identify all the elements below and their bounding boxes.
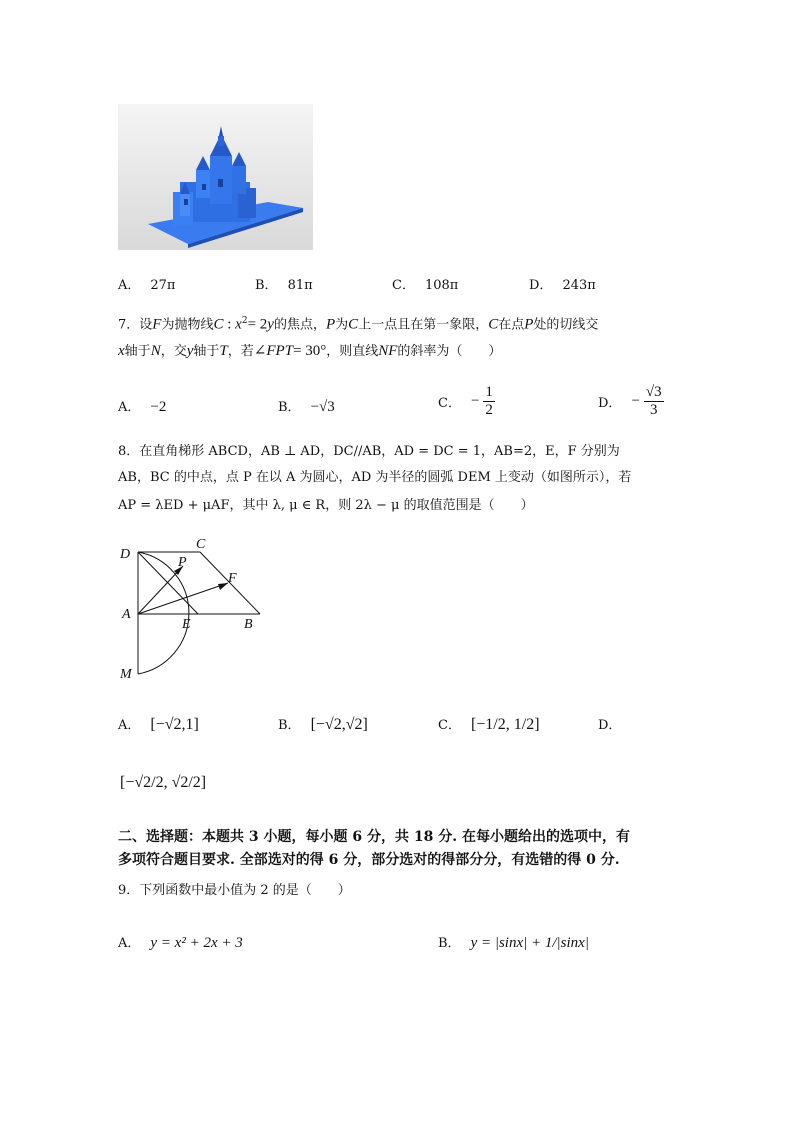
q7-option-b[interactable]: B． −√3 [278, 399, 335, 415]
q7-stem-line1: 7．设F为抛物线C : $x^2= 2y$的焦点，P为C上一点且在第一象限，C在点P处的切线交 [118, 316, 599, 333]
q6-option-a[interactable] [118, 274, 175, 293]
option-letter: C． [392, 278, 415, 293]
option-value: 81π [287, 278, 313, 293]
label-p: P [178, 555, 187, 570]
q8-stem-line1: 8．在直角梯形 ABCD，AB ⊥ AD，DC//AB，AD = DC = 1，AB=2，E，F 分别为 [118, 444, 620, 459]
fraction: $\frac{1}{2}$ [485, 384, 493, 418]
q8-option-d-letter[interactable]: D． [598, 718, 622, 733]
castle-figure [118, 104, 313, 250]
label-m: M [120, 667, 132, 682]
q7-stem-line2: x轴于N，交y轴于T，若∠FPT= 30°，则直线NF的斜率为（ ） [118, 343, 502, 359]
q7-option-c[interactable]: C． − $\frac{1}{2}$ [438, 384, 493, 418]
trapezoid-figure [114, 534, 284, 688]
q6-option-b[interactable] [255, 274, 313, 293]
q9-option-b[interactable]: B． y = |sinx| + 1/|sinx| [438, 935, 589, 951]
q7-option-a[interactable]: A． −2 [118, 399, 167, 415]
fraction: $\frac{√3}{3}$ [645, 384, 662, 418]
q6-option-c[interactable] [392, 274, 458, 293]
label-a: A [122, 607, 131, 622]
label-e: E [182, 617, 191, 632]
option-value: 243π [562, 278, 596, 293]
label-c: C [196, 537, 206, 552]
q8-option-c[interactable]: C． [−1/2, 1/2] [438, 716, 540, 733]
option-letter: D． [529, 278, 553, 293]
q8-option-b[interactable]: B． [−√2,√2] [278, 716, 368, 733]
q8-stem-line2: AB，BC 的中点，点 P 在以 A 为圆心，AD 为半径的圆弧 DEM 上变动（如图所示），若 [118, 470, 632, 485]
q8-stem-line3: AP = λED + μAF，其中 λ, μ ∈ R，则 2λ − μ 的取值范围是（ ） [118, 498, 534, 513]
q9-option-a[interactable]: A． y = x² + 2x + 3 [118, 935, 243, 951]
q6-option-d[interactable] [529, 274, 596, 293]
castle-illustration [118, 104, 313, 250]
q8-option-a[interactable]: A． [−√2,1] [118, 716, 199, 733]
q8-option-d-value[interactable]: [−√2/2, √2/2] [120, 774, 207, 791]
option-letter: A． [118, 278, 141, 293]
label-b: B [244, 617, 253, 632]
section2-heading-line1: 二、选择题：本题共 3 小题，每小题 6 分，共 18 分. 在每小题给出的选项中，有 [118, 829, 630, 845]
q7-option-d[interactable]: D． − $\frac{√3}{3}$ [598, 384, 662, 418]
section2-heading-line2: 多项符合题目要求. 全部选对的得 6 分，部分选对的得部分分，有选错的得 0 分. [118, 852, 620, 868]
label-d: D [120, 547, 131, 562]
q9-stem: 9．下列函数中最小值为 2 的是（ ） [118, 883, 351, 898]
label-f: F [228, 571, 237, 586]
option-value: 108π [424, 278, 459, 293]
option-value: 27π [150, 278, 176, 293]
option-letter: B． [255, 278, 278, 293]
